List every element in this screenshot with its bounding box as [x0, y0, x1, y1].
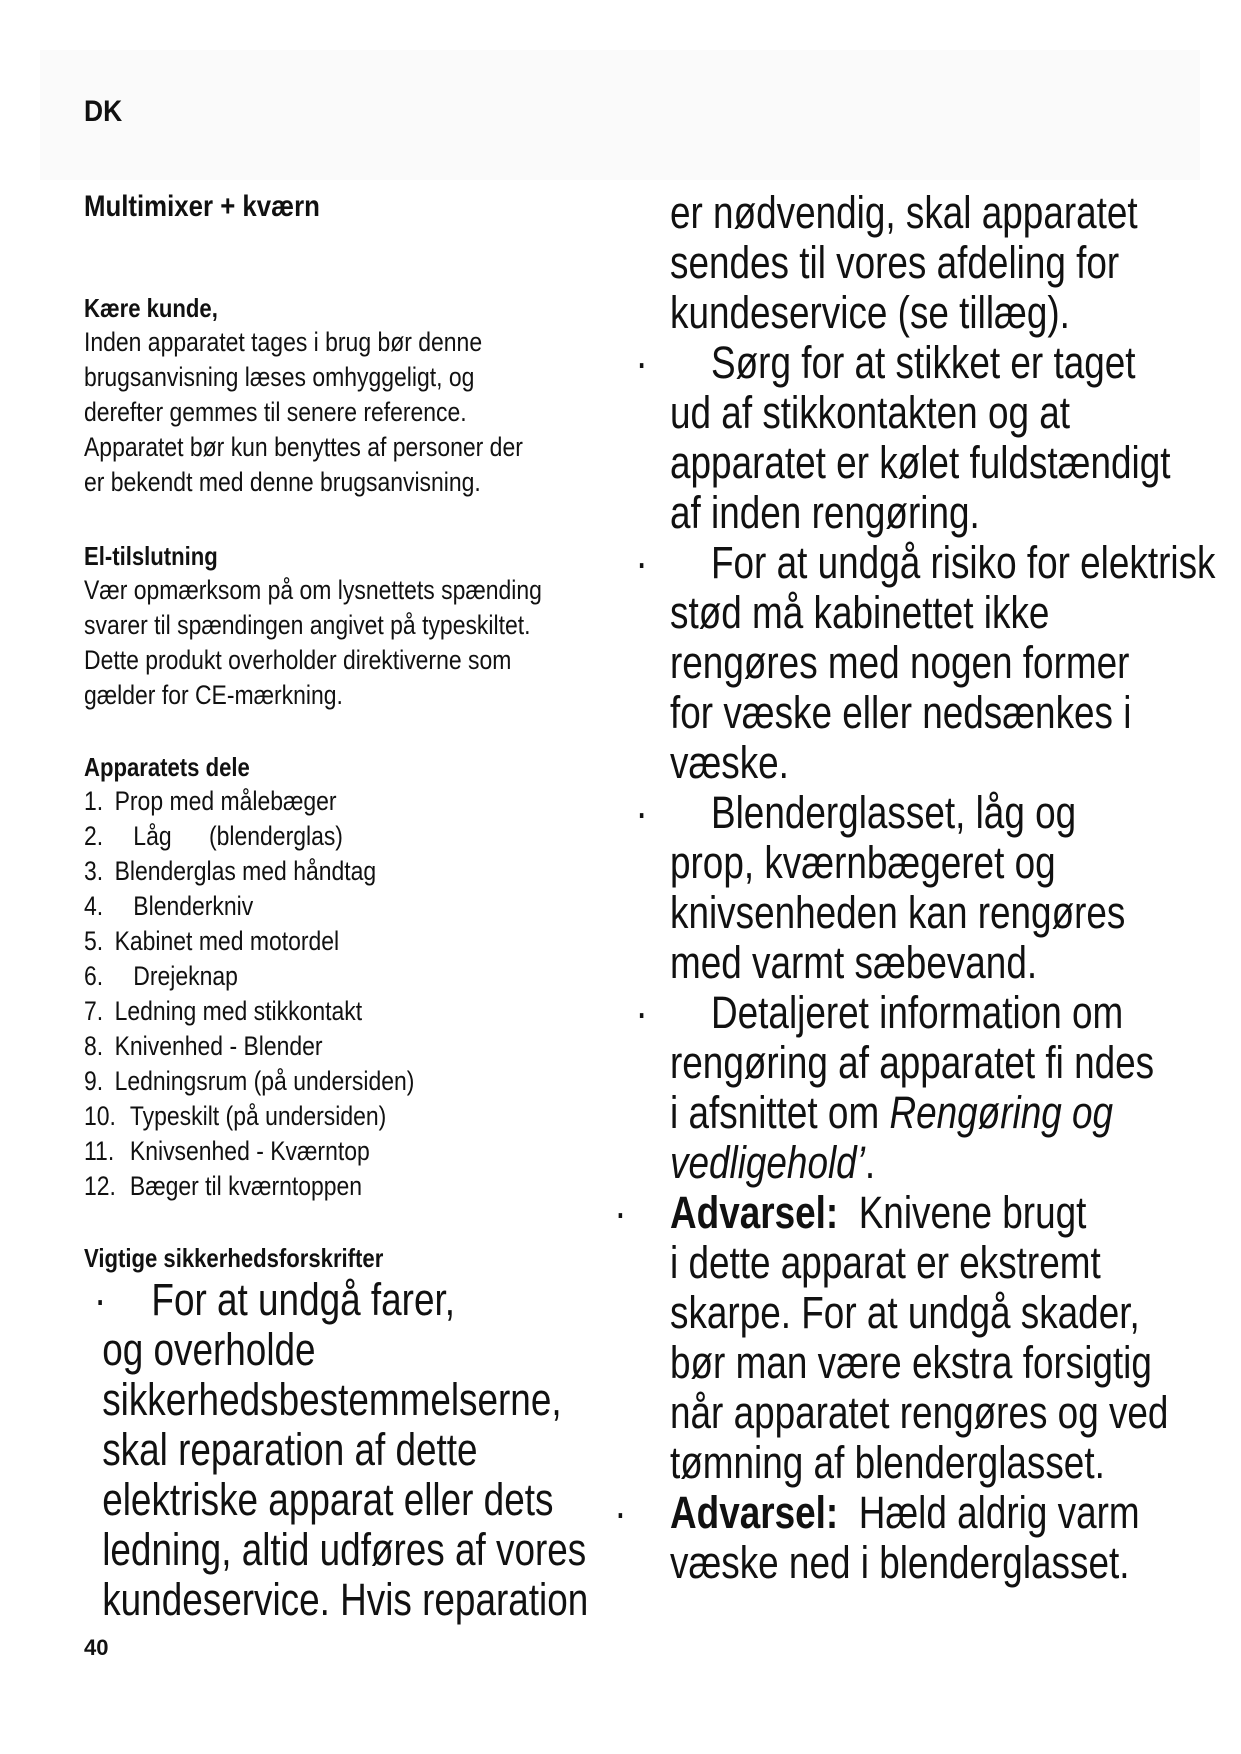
safety-line: rengøres med nogen former: [670, 637, 1130, 688]
list-item: [84, 1064, 645, 1099]
item-label: Kabinet med motordel: [114, 926, 340, 956]
safety-line: prop, kværnbægeret og: [670, 837, 1056, 888]
greeting-heading: Kære kunde,: [84, 293, 218, 323]
safety-line: er nødvendig, skal apparatet: [670, 187, 1138, 238]
item-label: Blenderkniv: [133, 891, 254, 921]
safety-line: med varmt sæbevand.: [670, 937, 1038, 988]
bullet-icon: ·: [614, 1187, 627, 1238]
item-label: Prop med målebæger: [114, 786, 337, 816]
item-number: 11.: [84, 1136, 115, 1166]
safety-line: · Blenderglasset, låg og: [635, 787, 1077, 838]
safety-line: apparatet er kølet fuldstændigt: [670, 437, 1171, 488]
safety-line: i afsnittet om Rengøring og: [670, 1087, 1114, 1138]
electrical-line: svarer til spændingen angivet på typeskiltet.: [84, 610, 531, 640]
item-number: 4.: [84, 891, 104, 921]
language-code: DK: [84, 95, 123, 128]
warning-line: · Advarsel: Hæld aldrig varm: [614, 1487, 1140, 1538]
safety-line: for væske eller nedsænkes i: [670, 687, 1132, 738]
item-number: 10.: [84, 1101, 116, 1131]
safety-line: knivsenheden kan rengøres: [670, 887, 1126, 938]
greeting-line: brugsanvisning læses omhyggeligt, og: [84, 362, 475, 392]
safety-right-text: [614, 187, 1216, 1588]
section-reference: Rengøring og: [889, 1087, 1114, 1138]
safety-heading: Vigtige sikkerhedsforskrifter: [84, 1243, 384, 1273]
safety-line: bør man være ekstra forsigtig: [670, 1337, 1152, 1388]
list-item: [84, 1029, 645, 1064]
item-label: Ledning med stikkontakt: [114, 996, 363, 1026]
item-number: 2.: [84, 821, 104, 851]
electrical-line: Dette produkt overholder direktiverne som: [84, 645, 512, 675]
warning-label: Advarsel:: [670, 1487, 839, 1538]
bullet-icon: ·: [94, 1274, 107, 1325]
safety-line: · For at undgå risiko for elektrisk: [635, 537, 1216, 588]
item-label: Knivenhed - Blender: [114, 1031, 323, 1061]
safety-line: i dette apparat er ekstremt: [670, 1237, 1101, 1288]
bullet-icon: ·: [635, 987, 648, 1038]
safety-line: · Detaljeret information om: [635, 987, 1124, 1038]
item-label: Blenderglas med håndtag: [114, 856, 377, 886]
page-number: 40: [84, 1635, 109, 1660]
list-item: [84, 959, 645, 994]
list-item: [84, 924, 645, 959]
item-number: 8.: [84, 1031, 104, 1061]
electrical-line: Vær opmærksom på om lysnettets spænding: [84, 575, 542, 605]
safety-line: væske.: [670, 737, 789, 788]
safety-line: af inden rengøring.: [670, 487, 980, 538]
greeting-line: er bekendt med denne brugsanvisning.: [84, 467, 481, 497]
safety-line: stød må kabinettet ikke: [670, 587, 1050, 638]
list-item: [84, 889, 645, 924]
list-item: [84, 1134, 645, 1169]
safety-line: skal reparation af dette: [102, 1424, 478, 1475]
safety-line: ud af stikkontakten og at: [670, 387, 1071, 438]
item-number: 12.: [84, 1171, 116, 1201]
safety-line: og overholde: [102, 1324, 316, 1375]
bullet-icon: ·: [635, 337, 648, 388]
greeting-line: Apparatet bør kun benyttes af personer der: [84, 432, 523, 462]
warning-line: · Advarsel: Knivene brugt: [614, 1187, 1087, 1238]
parts-heading: Apparatets dele: [84, 752, 250, 782]
list-item: [84, 784, 645, 819]
item-number: 7.: [84, 996, 104, 1026]
item-label: Låg: [133, 821, 172, 851]
header-band: [40, 50, 1200, 180]
safety-line: vedligehold’.: [670, 1137, 876, 1188]
electrical-section: [84, 539, 645, 713]
safety-line: kundeservice (se tillæg).: [670, 287, 1070, 338]
item-number: 3.: [84, 856, 104, 886]
item-label: Ledningsrum (på undersiden): [114, 1066, 415, 1096]
greeting-section: [84, 291, 645, 500]
greeting-line: derefter gemmes til senere reference.: [84, 397, 467, 427]
list-item: [84, 1169, 645, 1204]
item-label: Knivsenhed - Kværntop: [129, 1136, 370, 1166]
parts-section: [84, 750, 645, 1204]
warning-label: Advarsel:: [670, 1187, 839, 1238]
electrical-heading: El-tilslutning: [84, 541, 218, 571]
safety-line: · For at undgå farer,: [94, 1274, 455, 1325]
safety-line: sikkerhedsbestemmelserne,: [102, 1374, 562, 1425]
safety-line: · Sørg for at stikket er taget: [635, 337, 1136, 388]
list-item: [84, 994, 645, 1029]
item-label: Typeskilt (på undersiden): [129, 1101, 387, 1131]
parts-list: [84, 784, 645, 1204]
safety-line: elektriske apparat eller dets: [102, 1474, 554, 1525]
page-title: Multimixer + kværn: [84, 190, 320, 223]
item-number: 6.: [84, 961, 104, 991]
safety-line: rengøring af apparatet fi ndes: [670, 1037, 1155, 1088]
safety-line: når apparatet rengøres og ved: [670, 1387, 1169, 1438]
list-item: [84, 854, 645, 889]
safety-left-text: [94, 1275, 588, 1625]
item-extra: (blenderglas): [209, 821, 343, 851]
safety-line: ledning, altid udføres af vores: [102, 1524, 587, 1575]
electrical-line: gælder for CE-mærkning.: [84, 680, 343, 710]
item-number: 9.: [84, 1066, 104, 1096]
safety-line: væske ned i blenderglasset.: [670, 1537, 1130, 1588]
item-number: 1.: [84, 786, 104, 816]
greeting-line: Inden apparatet tages i brug bør denne: [84, 327, 483, 357]
list-item: [84, 819, 645, 854]
safety-line: skarpe. For at undgå skader,: [670, 1287, 1140, 1338]
safety-line: kundeservice. Hvis reparation: [102, 1574, 589, 1625]
bullet-icon: ·: [635, 787, 648, 838]
safety-line: tømning af blenderglasset.: [670, 1437, 1105, 1488]
item-label: Drejeknap: [133, 961, 238, 991]
item-number: 5.: [84, 926, 104, 956]
bullet-icon: ·: [614, 1487, 627, 1538]
safety-line: sendes til vores afdeling for: [670, 237, 1120, 288]
list-item: [84, 1099, 645, 1134]
bullet-icon: ·: [635, 537, 648, 588]
item-label: Bæger til kværntoppen: [129, 1171, 363, 1201]
